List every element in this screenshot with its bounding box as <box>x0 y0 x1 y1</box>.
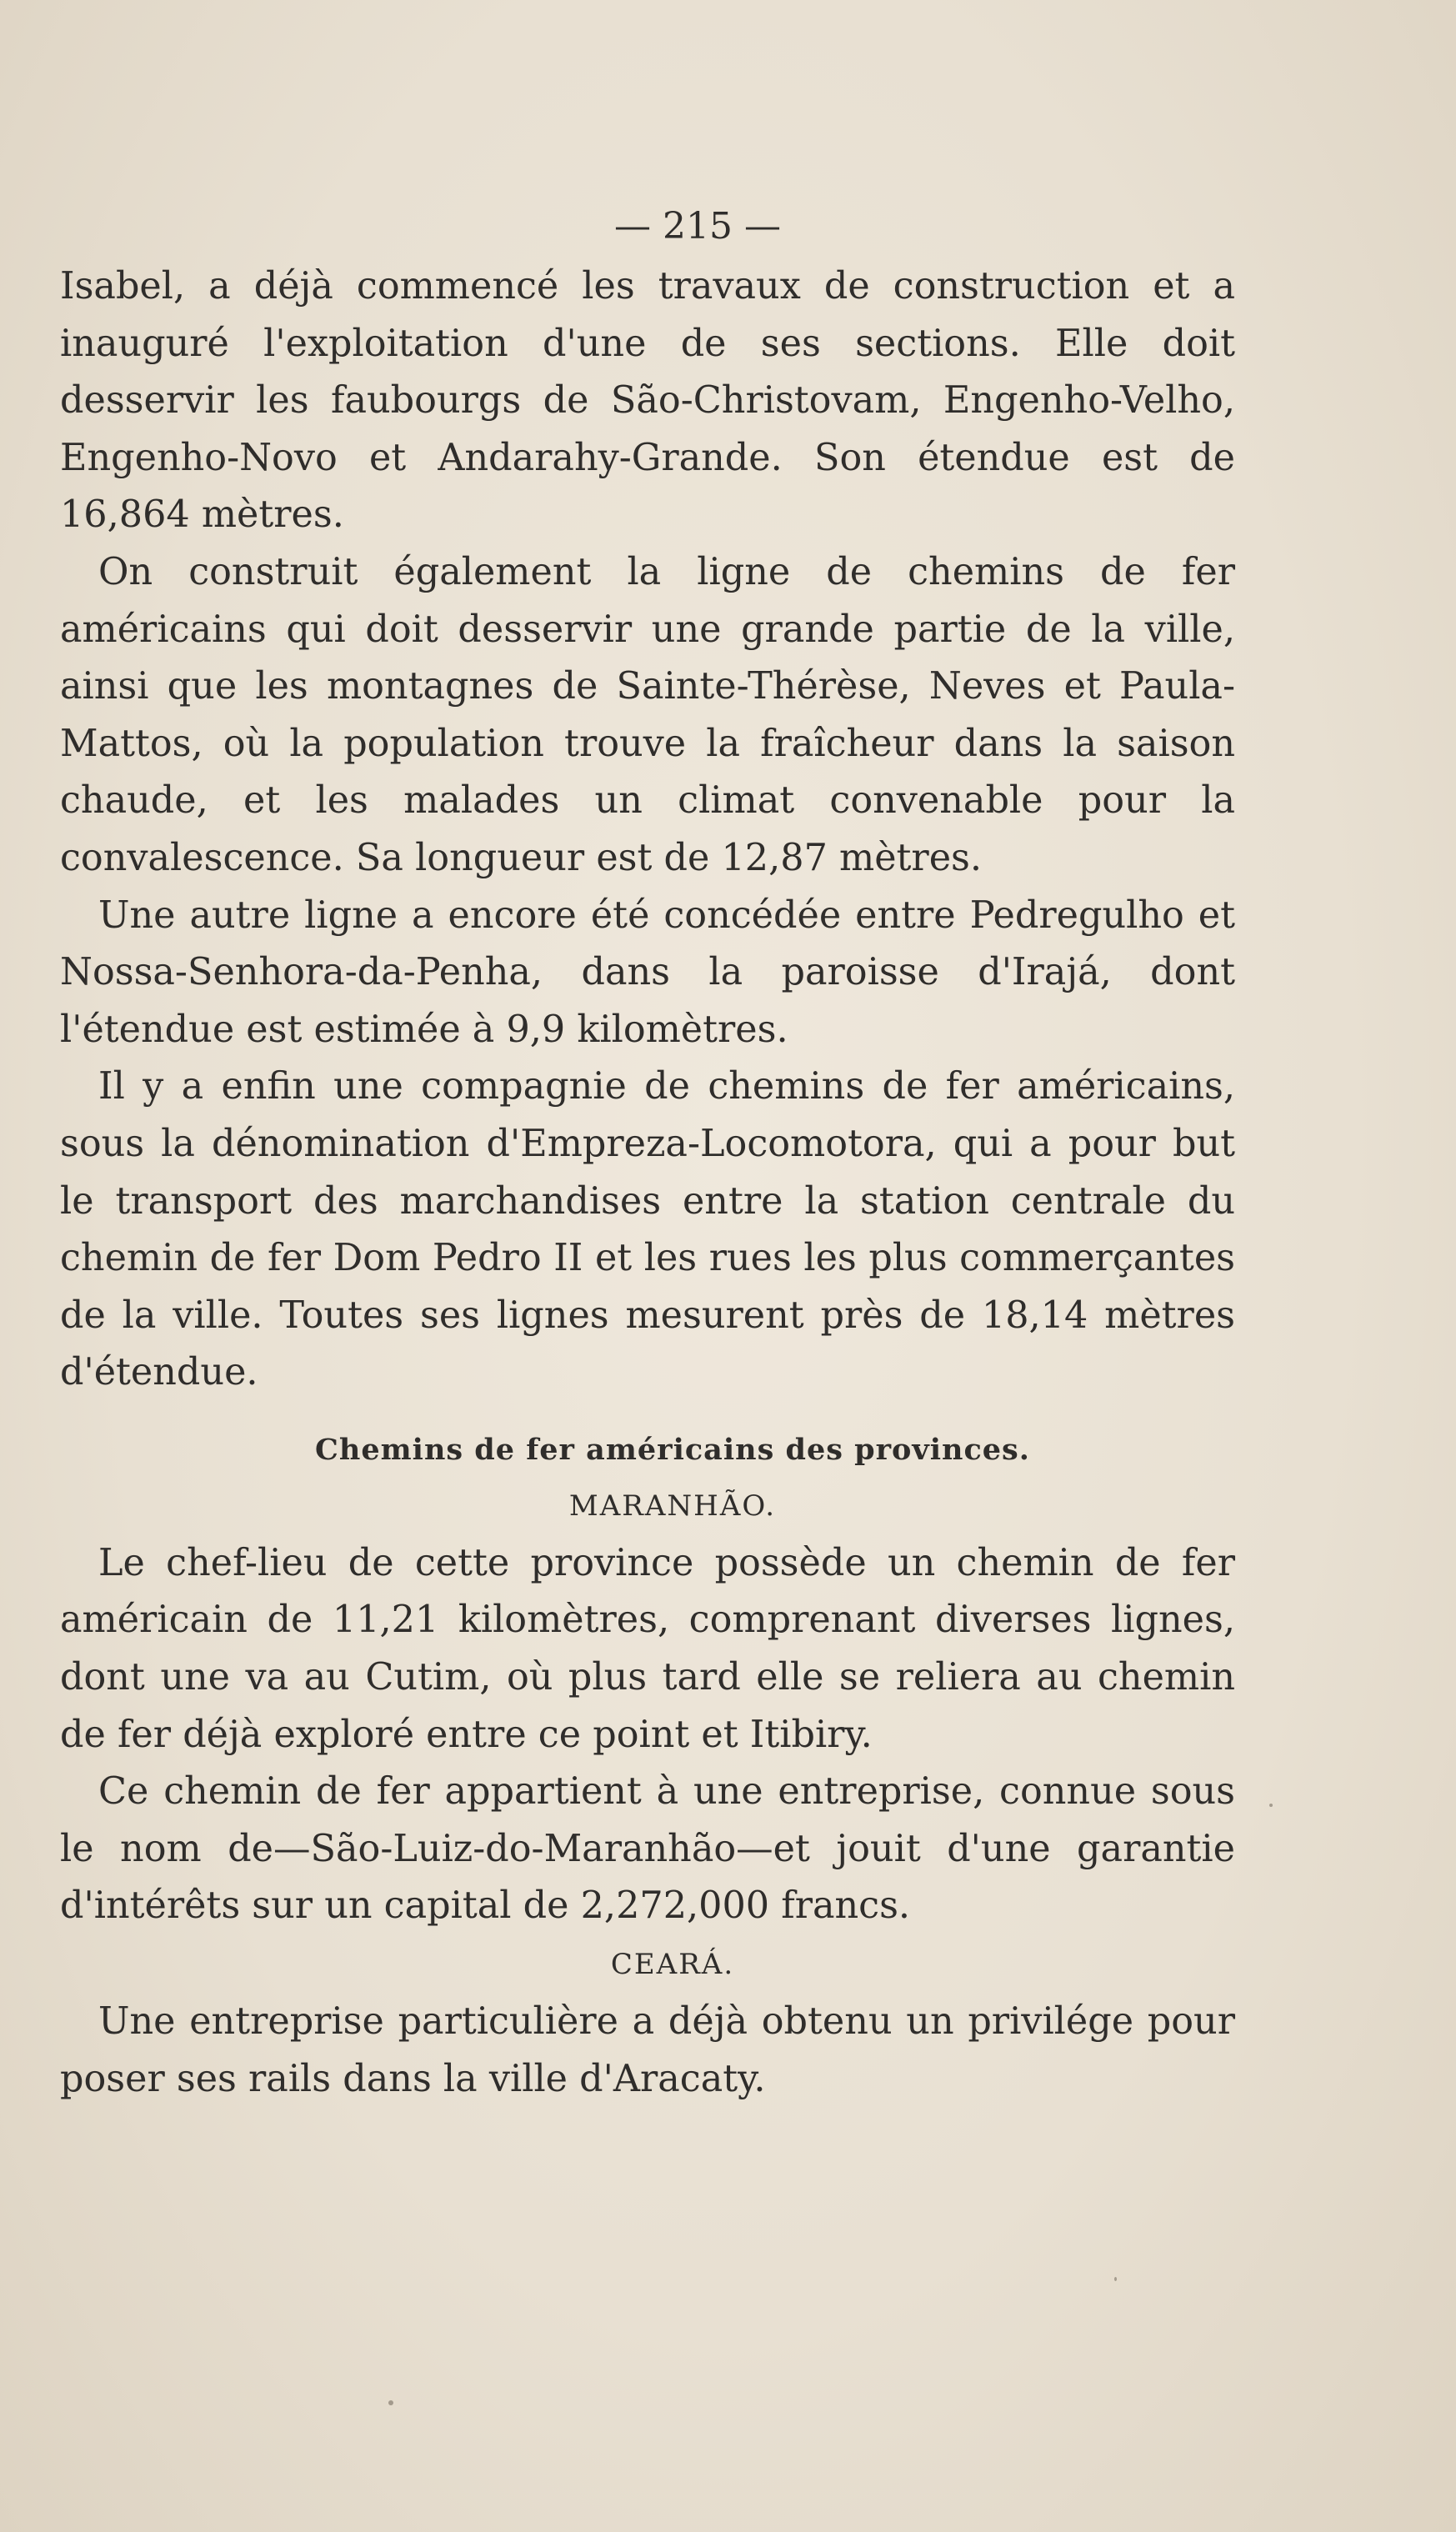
paragraph-maranhao-2: Ce chemin de fer appartient à une entreprise, connue sous le nom de—São-Luiz-do-Maranhão—et jouit d'une garantie d'intérêts sur un capital de 2,272,000 francs. <box>60 1770 1235 1928</box>
paragraph-isabel: Isabel, a déjà commencé les travaux de construction et a inauguré l'exploitation d'une de ses sections. Elle doit desservir les faubourgs de São-Christovam, Engenho-Velho, Engenho-Novo et Andarahy-Grande. Son étendue est de 16,864 mètres. <box>60 265 1235 537</box>
paper-speck <box>1269 1804 1273 1807</box>
subhead-ceara: CEARÁ. <box>610 1948 735 1982</box>
section-title: Chemins de fer américains des provinces. <box>315 1432 1030 1467</box>
paragraph-sainte-therese: On construit également la ligne de chemins de fer américains qui doit desservir une grande partie de la ville, ainsi que les montagnes de Sainte-Thérèse, Neves et Paula-Mattos, où la population trouve la fraîcheur dans la saison chaude, et les malades un climat convenable pour la convalescence. Sa longueur est de 12,87 mètres. <box>60 550 1235 879</box>
subhead-maranhao: MARANHÃO. <box>568 1489 777 1523</box>
paper-speck <box>388 2400 393 2405</box>
paragraph-maranhao-1: Le chef-lieu de cette province possède un chemin de fer américain de 11,21 kilomètres, comprenant diverses lignes, dont une va au Cutim, où plus tard elle se reliera au chemin de fer déjà exploré entre ce point et Itibiry. <box>60 1541 1235 1756</box>
page-text <box>60 198 1235 2108</box>
page-number: — 215 — <box>614 205 781 248</box>
paper-speck <box>1114 2277 1117 2281</box>
paragraph-pedregulho: Une autre ligne a encore été concédée entre Pedregulho et Nossa-Senhora-da-Penha, dans la paroisse d'Irajá, dont l'étendue est estimée à 9,9 kilomètres. <box>60 893 1235 1051</box>
paragraph-ceara: Une entreprise particulière a déjà obtenu un privilége pour poser ses rails dans la ville d'Aracaty. <box>60 2000 1235 2100</box>
paragraph-empreza-locomotora: Il y a enfin une compagnie de chemins de fer américains, sous la dénomination d'Empreza-Locomotora, qui a pour but le transport des marchandises entre la station centrale du chemin de fer Dom Pedro II et les rues les plus commerçantes de la ville. Toutes ses lignes mesurent près de 18,14 mètres d'étendue. <box>60 1065 1235 1394</box>
